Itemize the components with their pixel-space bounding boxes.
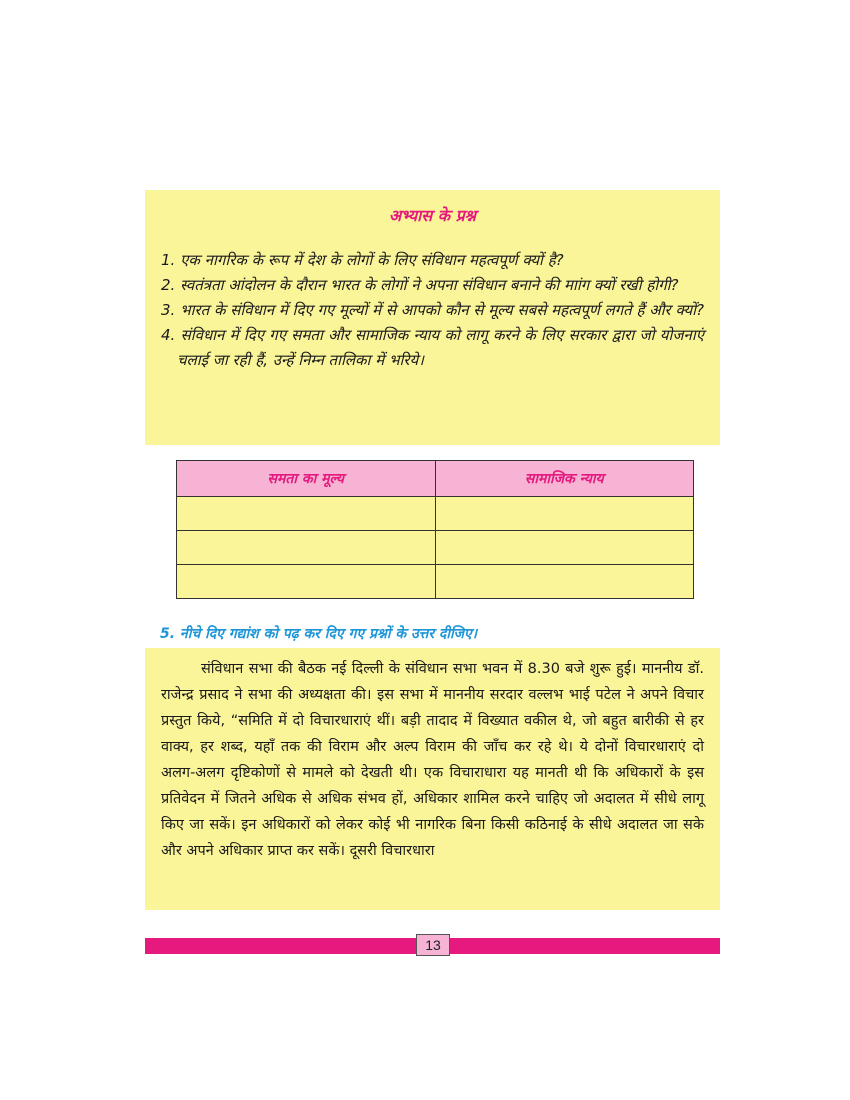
page-number: 13 [416, 934, 450, 956]
passage-text: संविधान सभा की बैठक नई दिल्ली के संविधान सभा भवन में 8.30 बजे शुरू हुई। माननीय डॉ. राजेन्द्र प्रसाद ने सभा की अध्यक्षता की। इस सभा में माननीय सरदार वल्लभ भाई पटेल ने अपने विचार प्रस्तुत किये, “समिति में दो विचारधाराएं थीं। बड़ी तादाद में विख्यात वकील थे, जो बहुत बारीकी से हर वाक्य, हर शब्द, यहाँ तक की विराम और अल्प विराम की जाँच कर रहे थे। ये दोनों विचारधाराएं दो अलग-अलग दृष्टिकोणों से मामले को देखती थी। एक विचाराधारा यह मानती थी कि अधिकारों के इस प्रतिवेदन में जितने अधिक से अधिक संभव हों, अधिकार शामिल करने चाहिए जो अदालत में सीधे लागू किए जा सकें। इन अधिकारों को लेकर कोई भी नागरिक बिना किसी कठिनाई के सीधे अदालत जा सके और अपने अधिकार प्राप्त कर सकें। दूसरी विचारधारा [161, 661, 704, 859]
question-1: 1. एक नागरिक के रूप में देश के लोगों के लिए संविधान महत्वपूर्ण क्यों है? [161, 251, 564, 269]
values-table [176, 460, 694, 599]
table-cell-equality[interactable] [177, 531, 436, 565]
table-cell-social-justice[interactable] [435, 531, 694, 565]
table-row [177, 565, 694, 599]
table-cell-equality[interactable] [177, 565, 436, 599]
table-row [177, 497, 694, 531]
question-3: 3. भारत के संविधान में दिए गए मूल्यों में से आपको कौन से मूल्य सबसे महत्वपूर्ण लगते हैं और क्यों? [161, 301, 705, 319]
table-cell-social-justice[interactable] [435, 497, 694, 531]
table-cell-equality[interactable] [177, 497, 436, 531]
exercise-section [145, 190, 720, 445]
header-equality-value: समता का मूल्य [177, 461, 436, 497]
table-cell-social-justice[interactable] [435, 565, 694, 599]
question-4: 4. संविधान में दिए गए समता और सामाजिक न्याय को लागू करने के लिए सरकार द्वारा जो योजनाएं चलाई जा रही हैं, उन्हें निम्न तालिका में भरिये। [161, 326, 704, 369]
header-social-justice: सामाजिक न्याय [435, 461, 694, 497]
question-2: 2. स्वतंत्रता आंदोलन के दौरान भारत के लोगों ने अपना संविधान बनाने की माांग क्यों रखी होगी? [161, 276, 679, 294]
passage-section [145, 648, 720, 910]
passage-heading: 5. नीचे दिए गद्यांश को पढ़ कर दिए गए प्रश्नों के उत्तर दीजिए। [160, 626, 478, 642]
table-row [177, 531, 694, 565]
table-header-row [177, 461, 694, 497]
exercise-title: अभ्यास के प्रश्न [389, 206, 476, 225]
